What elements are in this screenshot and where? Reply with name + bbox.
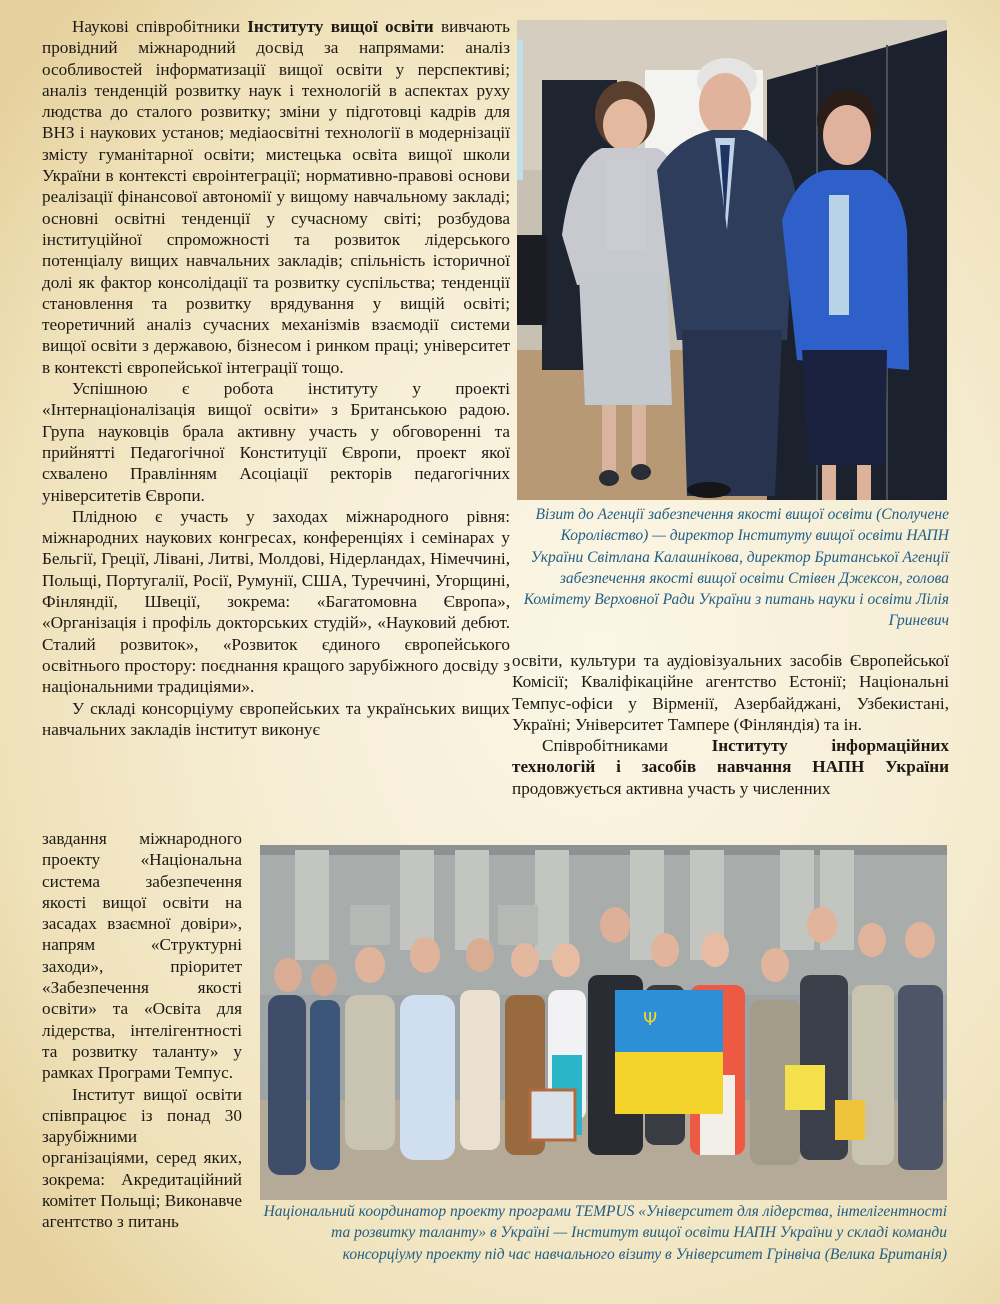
article-column-left-narrow [42,828,242,1233]
paragraph-international-events: Плідною є участь у заходах міжнародного рівня: міжнародних наукових конгресах, конференціях і семінарах у Бельгії, Греції, Лівані, Литві, Молдові, Нідерландах, Німеччині, Польщі, Португалії, Росії, Румунії, США, Туреччині, Угорщині, Фінляндії, Швеції, зокрема: «Багатомовна Європа», «Організація і профіль докторських студій», «Науковий дебют. Сталий розвиток», «Розвиток єдиного європейського освітнього простору: поєднання кращого зарубіжного досвіду з національними традиціями». [42,506,510,697]
paragraph-internationalisation: Успішною є робота інституту у проекті «Інтернаціоналізація вищої освіти» з Британською радою. Група науковців брала активну участь у обговоренні та прийнятті Педагогічної Конституції Європи, проект якої схвалено Правлінням Асоціації ректорів педагогічних університетів Європи. [42,379,510,505]
paragraph-text: продовжується активна участь у численних [512,778,831,798]
paragraph-text: Співробітниками [542,736,712,756]
paragraph-iitzn [512,735,949,799]
paragraph-research-areas [42,16,510,378]
paragraph-consortium-continued: завдання міжнародного проекту «Національна система забезпечення якості вищої освіти на засадах взаємної довіри», напрям «Структурні заходи», пріоритет «Забезпечення якості освіти» та «Освіта для лідерства, інтелігентності та розвитку таланту» у рамках Програми Темпус. [42,829,242,1083]
article-column-left [42,16,510,740]
paragraph-text: Наукові співробітники [72,17,248,36]
paragraph-partners-continued: освіти, культури та аудіовізуальних засобів Європейської Комісії; Кваліфікаційне агентство Естонії; Національні Темпус-офіси у Вірменії, Азербайджані, Узбекистані, Україні; Університет Тампере (Фінляндія) та ін. [512,651,949,734]
paragraph-consortium-start: У складі консорціуму європейських та українських вищих навчальних закладів інститут виконує [42,698,510,739]
ukrainian-flag-icon [615,990,723,1114]
photo-caption-meeting: Візит до Агенції забезпечення якості вищої освіти (Сполучене Королівство) — директор Інституту вищої освіти НАПН України Світлана Калашнікова, директор Британської Агенції забезпечення якості вищої освіти Стівен Джексон, голова Комітету Верховної Ради України з питань науки і освіти Лілія Гриневич [523,506,949,630]
photo-caption-group: Національний координатор проекту програми TEMPUS «Університет для лідерства, інтелігентності та розвитку таланту» в Україні — Інститут вищої освіти НАПН України у складі команди консорціуму проекту під час навчального візиту в Університет Грінвіча (Велика Британія) [263,1203,947,1263]
article-column-right [512,650,949,799]
institute-name-bold: Інституту вищої освіти [247,17,434,36]
paragraph-text: вивчають провідний міжнародний досвід за напрямами: аналіз особливостей інформатизації вищої освіти у перспективі; аналіз тенденцій розвитку наук і технологій в аспектах руху людства до сталого розвитку; зміни у підготовці кадрів для ВНЗ і наукових установ; медіаосвітні технології в модернізації змісту гуманітарної освіти; мистецька освіта вищої школи України в контексті євроінтеграції; нормативно-правові основи реалізації фінансової автономії у вищому навчальному закладі; основні освітні тенденції у сучасному світі; розбудова інституційної спроможності та розвиток лідерського потенціалу вищих навчальних закладів; спільність історичної долі як фактор консолідації та розвитку суспільства; тенденції становлення та розвитку врядування у вищій освіті; теоретичний аналіз сучасних механізмів взаємодії системи вищої освіти з державою, бізнесом і ринком праці; університет в контексті європейської інтеграції тощо. [42,17,510,377]
photo-meeting-qaa [517,20,947,500]
paragraph-partners: Інститут вищої освіти співпрацює із понад 30 зарубіжними організаціями, серед яких, зокрема: Акредитаційний комітет Польщі; Виконавче агентство з питань [42,1084,242,1232]
institute-name-bold: Інституту інформаційних технологій і засобів навчання НАПН України [512,736,949,777]
photo-group-greenwich [260,845,947,1200]
svg-text:Ψ: Ψ [643,1009,658,1030]
